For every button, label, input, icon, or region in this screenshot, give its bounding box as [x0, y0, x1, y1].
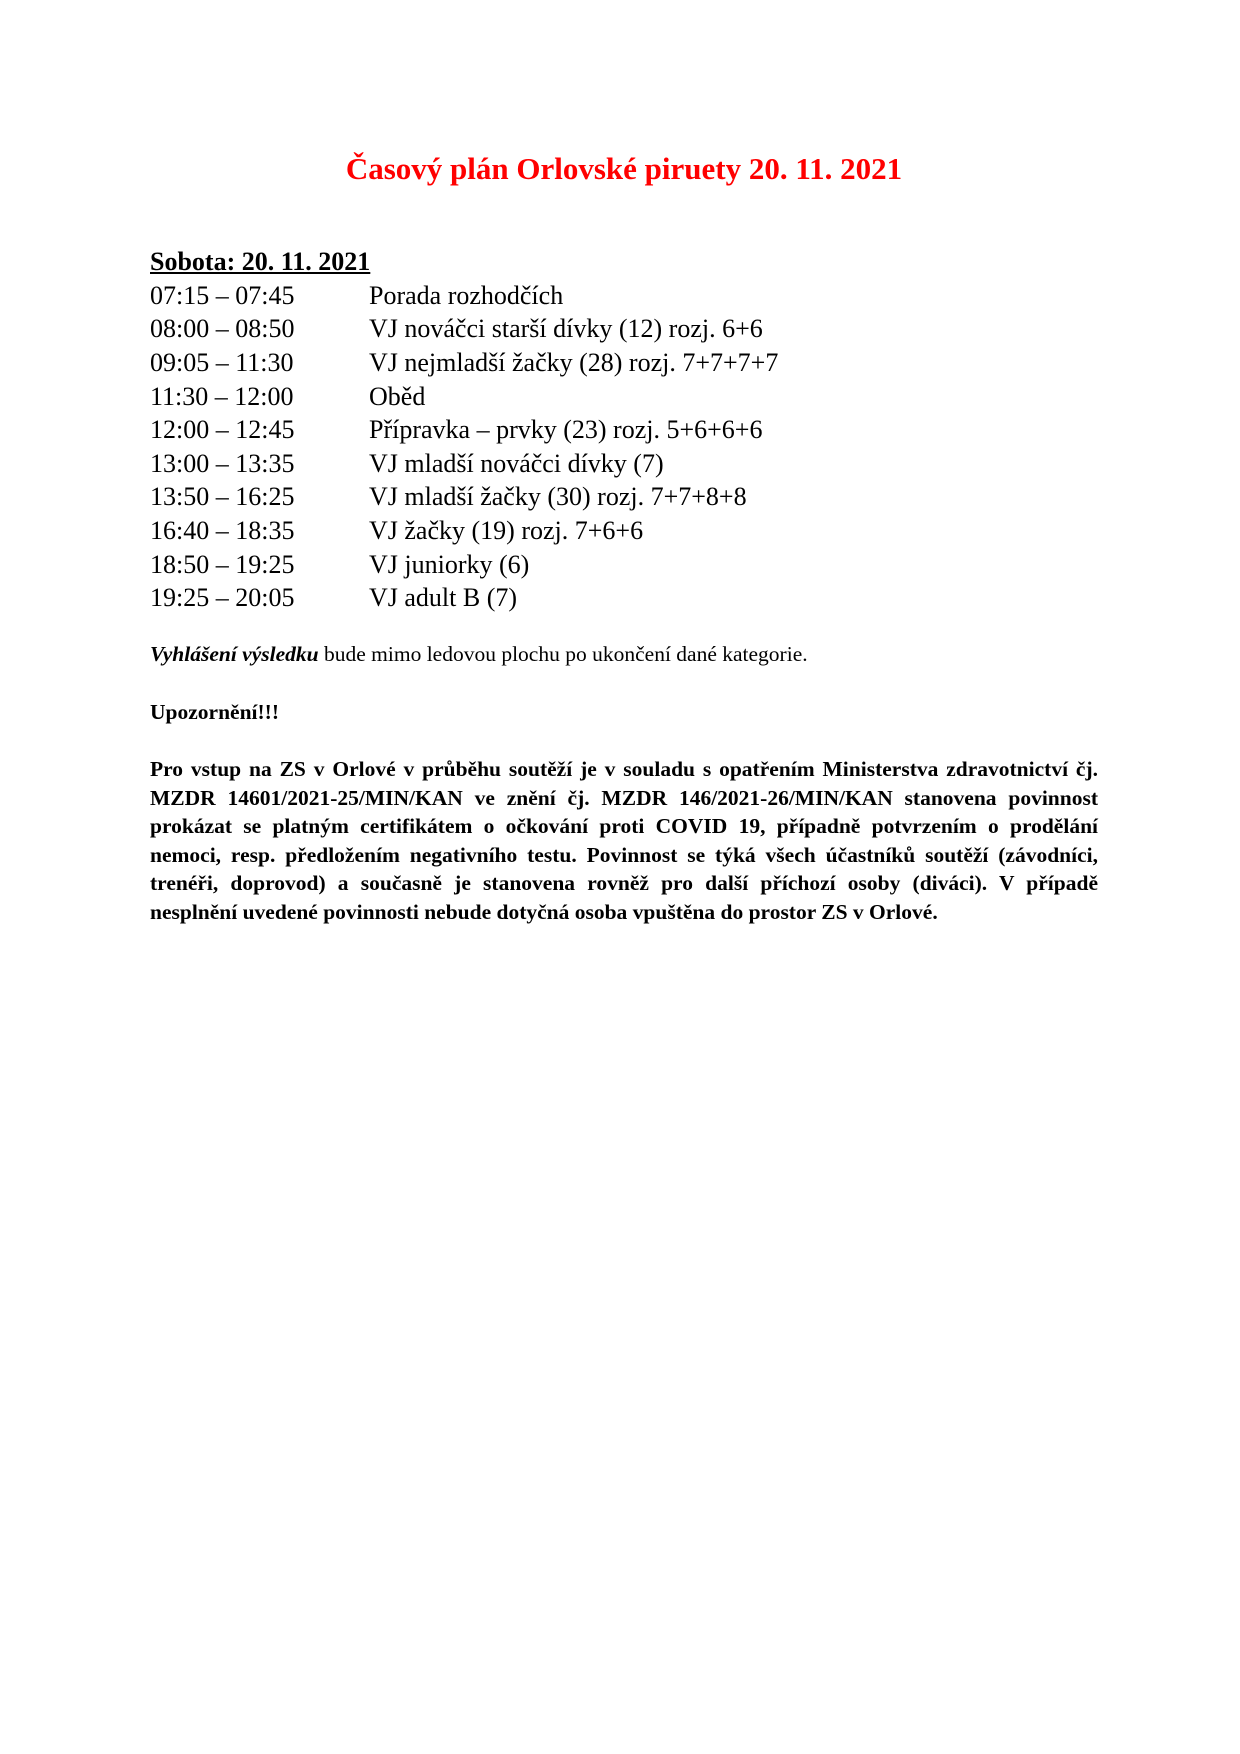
schedule-row: [150, 548, 1098, 582]
schedule-event: VJ juniorky (6): [369, 549, 530, 579]
schedule-row: [150, 581, 1098, 615]
document-page: [150, 0, 1098, 1754]
schedule-event: VJ adult B (7): [369, 583, 518, 613]
schedule-time: 19:25 – 20:05: [150, 583, 295, 613]
schedule-row: [150, 279, 1098, 313]
schedule-time: 12:00 – 12:45: [150, 415, 295, 445]
schedule-event: VJ nejmladší žačky (28) rozj. 7+7+7+7: [369, 347, 779, 377]
announcement-text: bude mimo ledovou plochu po ukončení dané kategorie.: [318, 642, 808, 666]
schedule-event: VJ mladší žačky (30) rozj. 7+7+8+8: [369, 482, 747, 512]
document-title: Časový plán Orlovské piruety 20. 11. 2021: [345, 151, 903, 186]
schedule-time: 13:00 – 13:35: [150, 448, 295, 478]
schedule-event: VJ mladší nováčci dívky (7): [369, 448, 664, 478]
schedule-row: [150, 481, 1098, 515]
schedule-event: VJ žačky (19) rozj. 7+6+6: [369, 515, 644, 545]
schedule-time: 13:50 – 16:25: [150, 482, 295, 512]
announcement-emphasis: Vyhlášení výsledku: [150, 642, 319, 666]
schedule-time: 08:00 – 08:50: [150, 314, 295, 344]
schedule-time: 07:15 – 07:45: [150, 280, 295, 310]
schedule-row: [150, 380, 1098, 414]
warning-paragraph: Pro vstup na ZS v Orlové v průběhu soutěží je v souladu s opatřením Ministerstva zdravotnictví čj. MZDR 14601/2021-25/MIN/KAN ve znění čj. MZDR 146/2021-26/MIN/KAN stanovena povinnost prokázat se platným certifikátem o očkování proti COVID 19, případně potvrzením o prodělání nemoci, resp. předložením negativního testu. Povinnost se týká všech účastníků soutěží (závodníci, trenéři, doprovod) a současně je stanovena rovněž pro další příchozí osoby (diváci). V případě nesplnění uvedené povinnosti nebude dotyčná osoba vpuštěna do prostor ZS v Orlové.: [150, 757, 1098, 924]
schedule-row: [150, 447, 1098, 481]
schedule-time: 16:40 – 18:35: [150, 515, 295, 545]
schedule-event: Přípravka – prvky (23) rozj. 5+6+6+6: [369, 415, 763, 445]
schedule-time: 18:50 – 19:25: [150, 549, 295, 579]
schedule-row: [150, 413, 1098, 447]
schedule-time: 11:30 – 12:00: [150, 381, 294, 411]
schedule-row: [150, 514, 1098, 548]
schedule-list: [150, 279, 1098, 615]
schedule-row: [150, 313, 1098, 347]
schedule-event: Oběd: [369, 381, 426, 411]
schedule-event: Porada rozhodčích: [369, 280, 564, 310]
schedule-time: 09:05 – 11:30: [150, 347, 294, 377]
warning-heading: Upozornění!!!: [150, 700, 279, 724]
schedule-event: VJ nováčci starší dívky (12) rozj. 6+6: [369, 314, 763, 344]
announcement-paragraph: [150, 640, 808, 668]
day-heading: Sobota: 20. 11. 2021: [150, 247, 371, 276]
schedule-row: [150, 346, 1098, 380]
